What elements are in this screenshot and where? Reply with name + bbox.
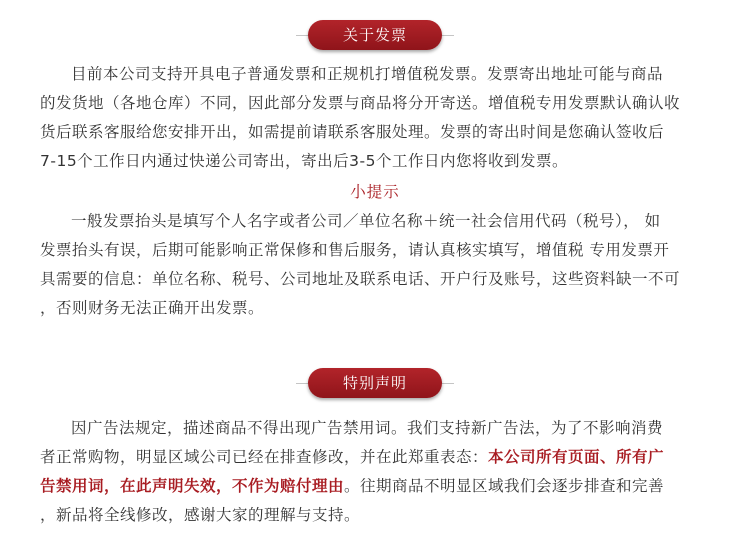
statement-text: 者正常购物，明显区域公司已经在排查修改，并在此郑重表态： — [40, 448, 489, 466]
statement-highlight: 本公司所有页面、所有广 — [488, 448, 665, 466]
invoice-section — [0, 18, 750, 54]
paragraph-line: ，新品将全线修改，感谢大家的理解与支持。 — [40, 506, 361, 524]
paragraph-line: 目前本公司支持开具电子普通发票和正规机打增值税发票。发票寄出地址可能与商品 — [71, 65, 664, 83]
statement-section-title: 特别声明 — [308, 368, 442, 398]
statement-paragraph — [40, 414, 712, 530]
invoice-section-title: 关于发票 — [308, 20, 442, 50]
paragraph-line: 因广告法规定，描述商品不得出现广告禁用词。我们支持新广告法，为了不影响消费 — [71, 419, 664, 437]
tip-title: 小提示 — [350, 183, 400, 201]
tip-paragraph — [40, 207, 712, 323]
paragraph-line — [40, 472, 712, 501]
statement-highlight: 告禁用词，在此声明失效，不作为赔付理由 — [40, 477, 345, 495]
paragraph-line — [40, 443, 712, 472]
paragraph-line: ，否则财务无法正确开出发票。 — [40, 299, 265, 317]
invoice-section-header — [0, 18, 750, 54]
invoice-paragraph — [40, 60, 712, 176]
statement-text: 。往期商品不明显区域我们会逐步排查和完善 — [344, 477, 665, 495]
paragraph-line: 的发货地（各地仓库）不同，因此部分发票与商品将分开寄送。增值税专用发票默认确认收 — [40, 94, 681, 112]
statement-section-header — [0, 366, 750, 402]
statement-section — [0, 366, 750, 402]
paragraph-line: 一般发票抬头是填写个人名字或者公司／单位名称＋统一社会信用代码（税号）， 如 — [71, 212, 661, 230]
paragraph-line: 7-15个工作日内通过快递公司寄出，寄出后3-5个工作日内您将收到发票。 — [40, 152, 568, 170]
paragraph-line: 货后联系客服给您安排开出，如需提前请联系客服处理。发票的寄出时间是您确认签收后 — [40, 123, 665, 141]
paragraph-line: 发票抬头有误，后期可能影响正常保修和售后服务，请认真核实填写，增值税 专用发票开 — [40, 241, 670, 259]
paragraph-line: 具需要的信息：单位名称、税号、公司地址及联系电话、开户行及账号，这些资料缺一不可 — [40, 270, 681, 288]
